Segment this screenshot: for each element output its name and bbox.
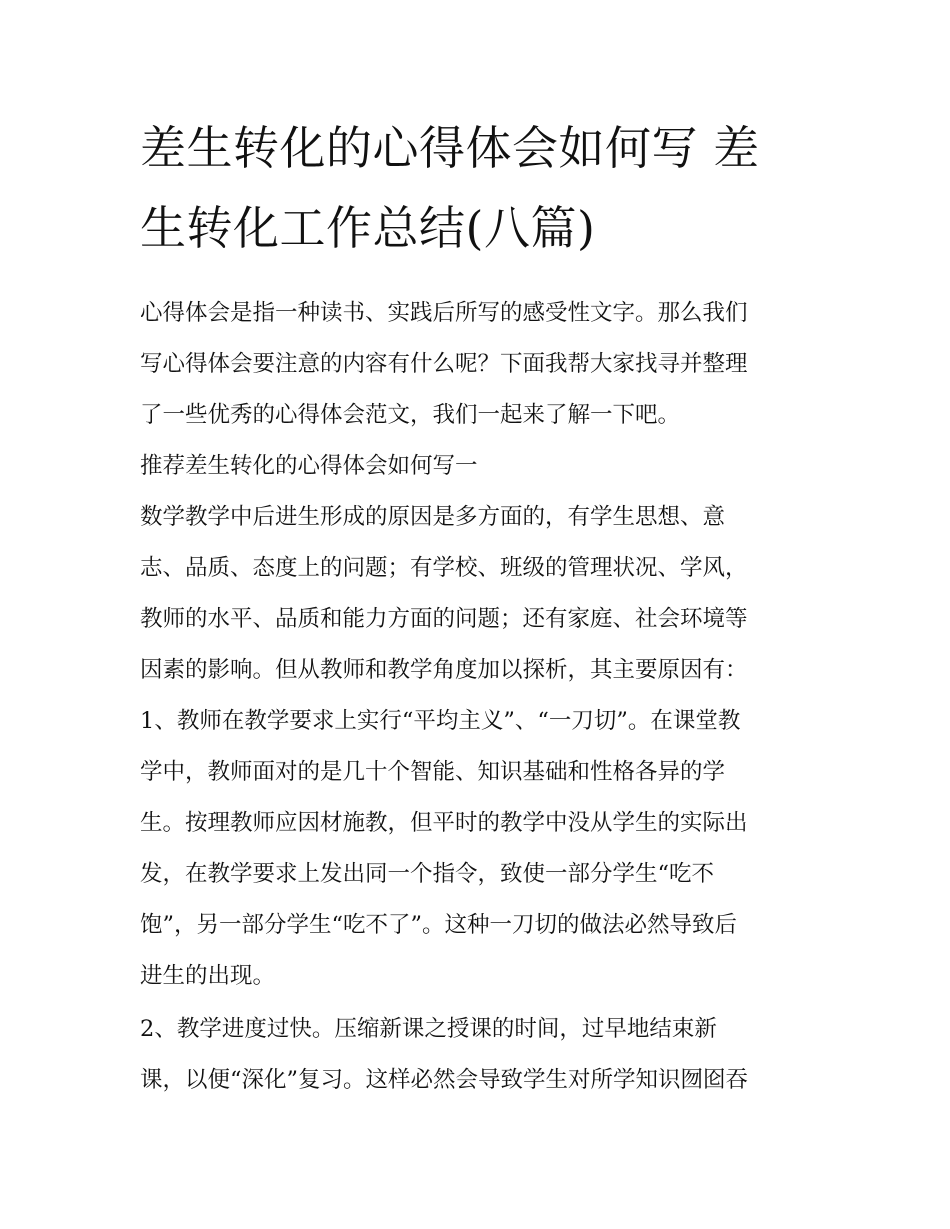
text-line: 1、教师在教学要求上实行“平均主义”、“一刀切”。在课堂教 xyxy=(140,708,741,734)
text-line: 进生的出现。 xyxy=(140,963,276,989)
text-line: 教师的水平、品质和能力方面的问题；还有家庭、社会环境等 xyxy=(140,606,748,632)
text-line: 生。按理教师应因材施教，但平时的教学中没从学生的实际出 xyxy=(140,810,748,836)
text-line: 学中，教师面对的是几十个智能、知识基础和性格各异的学 xyxy=(140,759,726,785)
text-line: 因素的影响。但从教师和教学角度加以探析，其主要原因有： xyxy=(140,657,748,683)
section-heading: 推荐差生转化的心得体会如何写一 xyxy=(140,453,478,479)
text-line: 课，以便“深化”复习。这样必然会导致学生对所学知识囫囵吞 xyxy=(140,1067,749,1093)
text-line: 了一些优秀的心得体会范文，我们一起来了解一下吧。 xyxy=(140,402,681,428)
text-line: 数学教学中后进生形成的原因是多方面的，有学生思想、意 xyxy=(140,504,726,530)
text-line: 志、品质、态度上的问题；有学校、班级的管理状况、学风， xyxy=(140,555,748,581)
document-body xyxy=(140,288,820,1106)
text-line: 心得体会是指一种读书、实践后所写的感受性文字。那么我们 xyxy=(140,300,748,326)
text-line: 饱”，另一部分学生“吃不了”。这种一刀切的做法必然导致后 xyxy=(140,912,738,938)
document-title xyxy=(140,108,820,268)
text-line: 写心得体会要注意的内容有什么呢？下面我帮大家找寻并整理 xyxy=(140,351,748,377)
document-page xyxy=(140,108,820,1106)
text-line: 2、教学进度过快。压缩新课之授课的时间，过早地结束新 xyxy=(140,1016,717,1042)
title-line: 差生转化的心得体会如何写 差 xyxy=(140,121,760,175)
title-line: 生转化工作总结(八篇) xyxy=(140,201,596,255)
text-line: 发，在教学要求上发出同一个指令，致使一部分学生“吃不 xyxy=(140,861,715,887)
